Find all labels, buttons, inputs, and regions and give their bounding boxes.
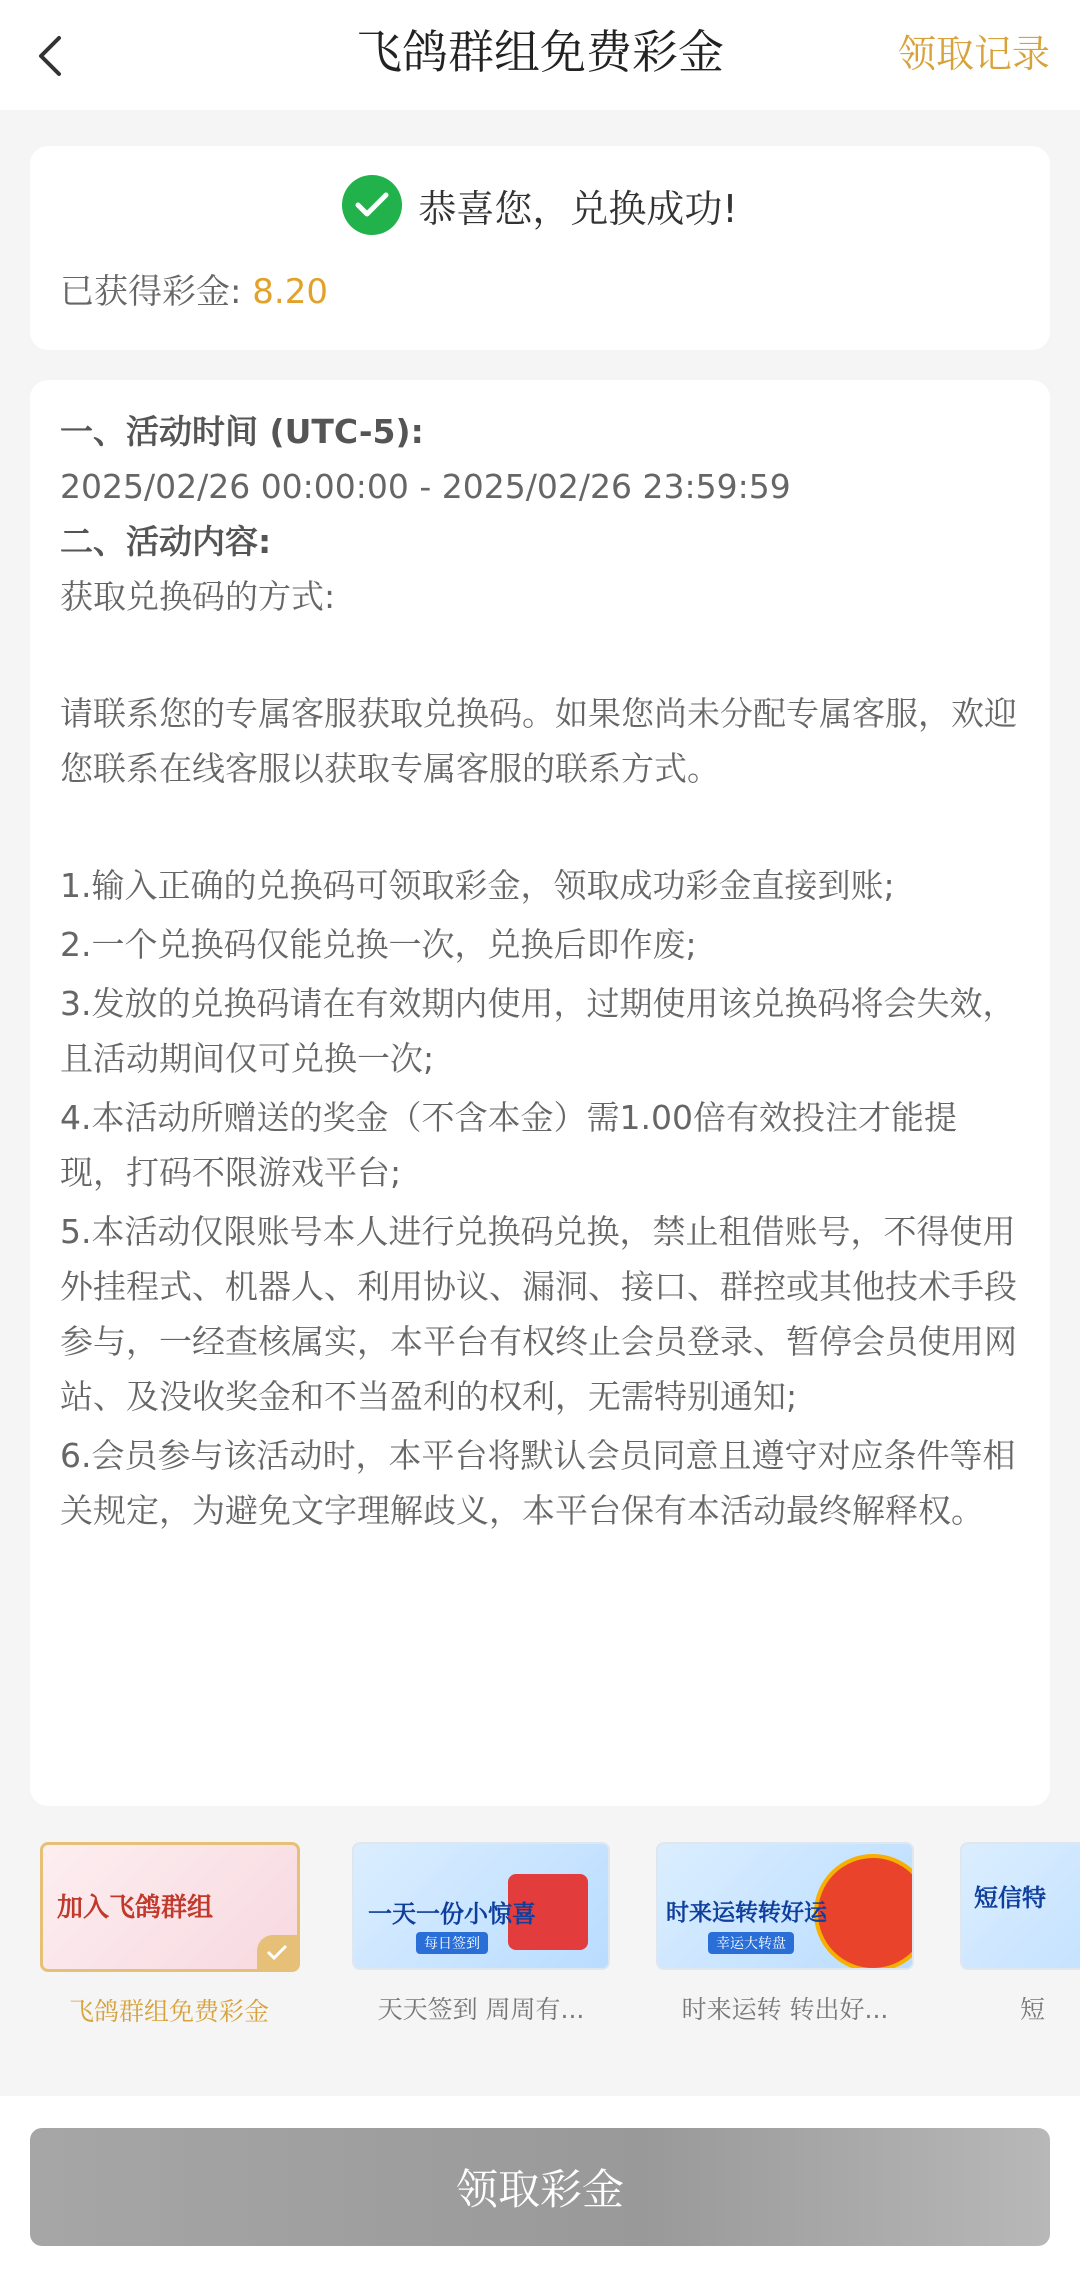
promo-thumb-subtitle: 幸运大转盘 [708, 1932, 794, 1954]
promo-thumb-subtitle: 每日签到 [416, 1932, 488, 1954]
time-heading: 一、活动时间 (UTC-5): [60, 412, 424, 451]
promo-thumb-title: 加入飞鸽群组 [57, 1893, 214, 1923]
rules-text [60, 404, 1020, 1538]
promo-item-sms[interactable] [960, 1842, 1080, 2026]
rule-item: 3.发放的兑换码请在有效期内使用，过期使用该兑换码将会失效，且活动期间仅可兑换一次; [60, 984, 1016, 1078]
bottom-bar [0, 2096, 1080, 2292]
rule-item: 5.本活动仅限账号本人进行兑换码兑换，禁止租借账号，不得使用外挂程式、机器人、利用协议、漏洞、接口、群控或其他技术手段参与，一经查核属实，本平台有权终止会员登录、暂停会员使用网站、及没收奖金和不当盈利的权利，无需特别通知; [60, 1212, 1017, 1416]
rule-item: 6.会员参与该活动时，本平台将默认会员同意且遵守对应条件等相关规定，为避免文字理解歧义，本平台保有本活动最终解释权。 [60, 1436, 1016, 1530]
promo-label: 天天签到 周周有... [377, 1995, 585, 2024]
contact-text: 请联系您的专属客服获取兑换码。如果您尚未分配专属客服，欢迎您联系在线客服以获取专属客服的联系方式。 [60, 694, 1017, 788]
result-card [30, 146, 1050, 350]
promo-thumb-title: 一天一份小惊喜 [368, 1900, 536, 1928]
promo-carousel[interactable] [0, 1842, 1080, 2032]
promo-thumbnail [656, 1842, 914, 1970]
success-message: 恭喜您，兑换成功! [418, 186, 738, 231]
earned-amount: 8.20 [252, 272, 328, 312]
top-bar [0, 0, 1080, 110]
records-link[interactable]: 领取记录 [897, 32, 1050, 76]
rule-item: 4.本活动所赠送的奖金（不含本金）需1.00倍有效投注才能提现，打码不限游戏平台; [60, 1098, 957, 1192]
promo-item-checkin[interactable] [352, 1842, 612, 2026]
selected-check-icon [257, 1935, 297, 1969]
promo-label: 飞鸽群组免费彩金 [68, 1997, 269, 2026]
success-row [30, 170, 1050, 240]
method-text: 获取兑换码的方式: [60, 577, 336, 616]
success-check-icon [342, 175, 402, 235]
promo-thumb-title: 短信特 [974, 1884, 1046, 1912]
page-title: 飞鸽群组免费彩金 [356, 25, 724, 79]
promo-label: 时来运转 转出好... [681, 1995, 889, 2024]
rule-item: 1.输入正确的兑换码可领取彩金，领取成功彩金直接到账; [60, 866, 895, 905]
promo-thumbnail [960, 1842, 1080, 1970]
rule-item: 2.一个兑换码仅能兑换一次，兑换后即作废; [60, 925, 697, 964]
earned-amount-row [60, 264, 328, 313]
claim-button[interactable]: 领取彩金 [30, 2128, 1050, 2246]
time-range: 2025/02/26 00:00:00 - 2025/02/26 23:59:59 [60, 467, 791, 506]
promo-thumbnail [352, 1842, 610, 1970]
promo-thumbnail [40, 1842, 300, 1972]
promo-thumb-title: 时来运转转好运 [666, 1900, 827, 1926]
promo-item-feige[interactable] [40, 1842, 300, 2028]
promo-label: 短 [1020, 1995, 1046, 2024]
wheel-icon [814, 1854, 914, 1970]
promo-item-wheel[interactable] [656, 1842, 916, 2026]
earned-label: 已获得彩金: [60, 272, 242, 312]
content-heading: 二、活动内容: [60, 522, 272, 561]
rules-card [30, 380, 1050, 1806]
